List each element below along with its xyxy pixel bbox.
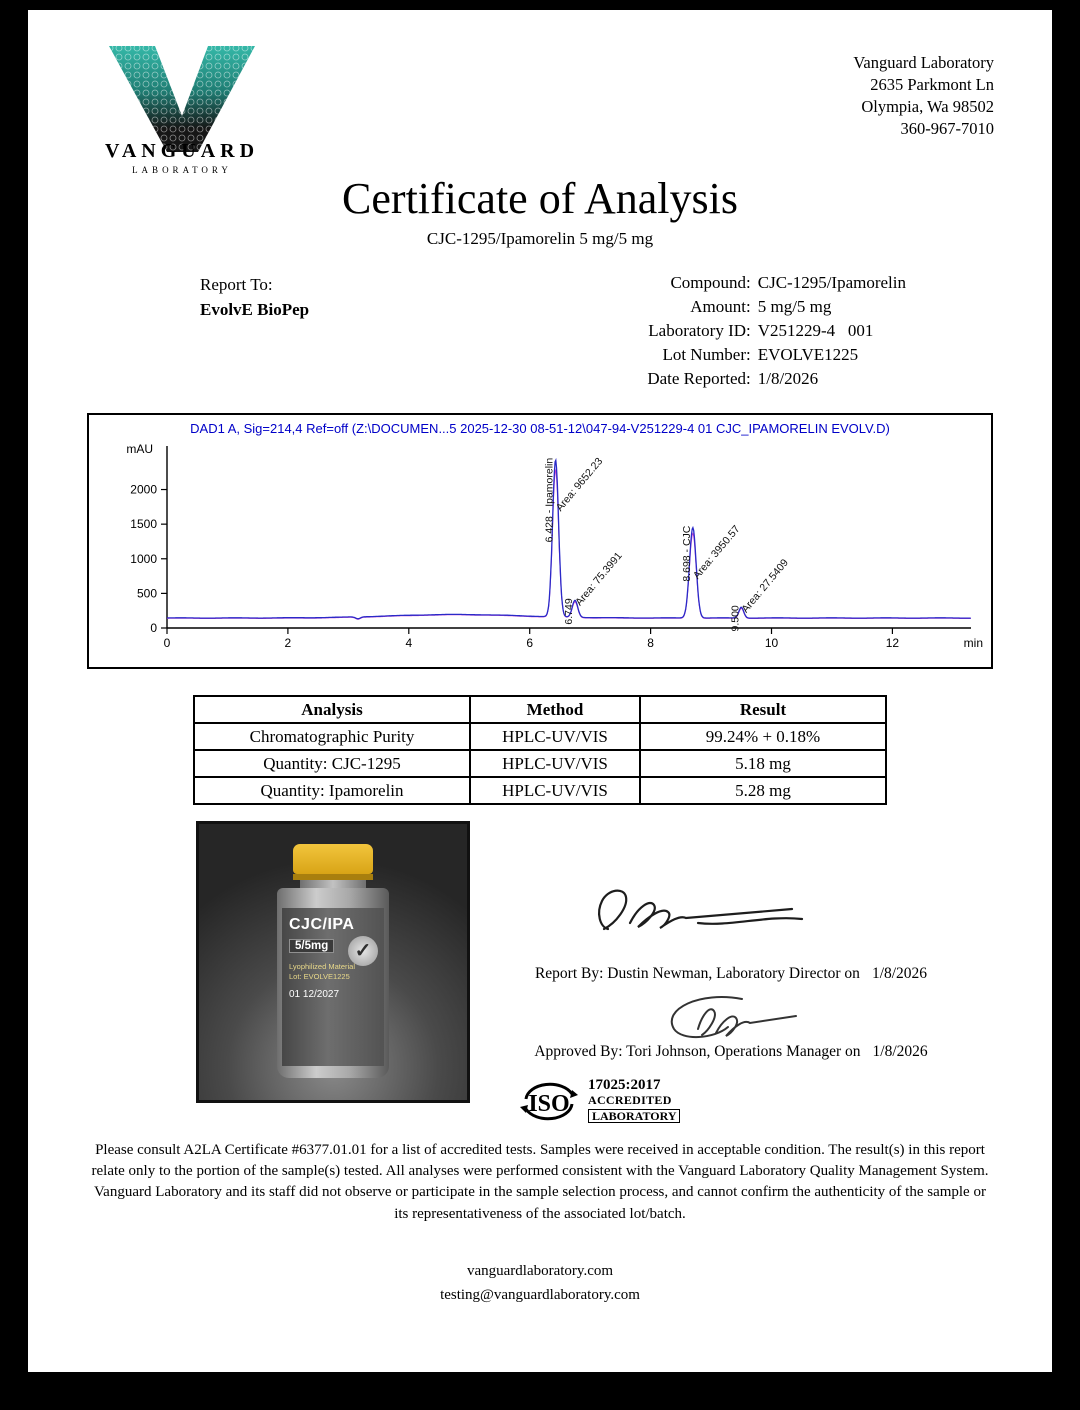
svg-text:500: 500	[136, 586, 157, 601]
certificate-page	[28, 10, 1052, 1372]
address-line: 2635 Parkmont Ln	[870, 74, 994, 94]
vial	[275, 844, 391, 1078]
svg-text:0: 0	[150, 621, 157, 636]
svg-text:12: 12	[885, 636, 900, 651]
vial-neck	[300, 880, 366, 888]
iso-accredited-label: ACCREDITED	[588, 1092, 672, 1107]
header	[28, 10, 1052, 175]
logo-wordmark: VANGUARD	[104, 140, 260, 162]
report-to-label: Report To:	[200, 275, 273, 295]
table-row	[194, 777, 886, 804]
svg-text:9.500: 9.500	[729, 605, 742, 632]
director-signature	[580, 879, 810, 941]
manager-signature	[646, 989, 816, 1043]
vial-lot-line: Lot: EVOLVE1225	[289, 972, 350, 982]
vial-label	[282, 908, 384, 1066]
checkmark-icon: ✓	[348, 936, 378, 966]
report-info-section	[28, 273, 1052, 389]
address-line: Vanguard Laboratory	[853, 53, 994, 72]
approved-by-line	[470, 1043, 992, 1061]
vial-dose: 5/5mg	[289, 939, 334, 953]
svg-text:2000: 2000	[130, 482, 157, 497]
col-header-analysis: Analysis	[194, 696, 470, 723]
results-table	[193, 695, 887, 805]
col-header-method: Method	[470, 696, 640, 723]
report-to-block	[200, 273, 309, 389]
svg-text:8: 8	[647, 636, 654, 651]
info-label: Amount:	[690, 297, 751, 317]
table-row	[194, 723, 886, 750]
iso-text: ISO	[528, 1090, 570, 1117]
chromatogram-panel	[87, 413, 993, 669]
chromatogram-plot	[89, 436, 985, 656]
iso-accreditation-badge	[518, 1077, 992, 1123]
signature-column	[470, 821, 1052, 1123]
report-by-text: Report By: Dustin Newman, Laboratory Director on	[534, 965, 860, 983]
vial-body	[277, 888, 389, 1078]
svg-text:10: 10	[764, 636, 779, 651]
svg-text:8.698 - CJC: 8.698 - CJC	[680, 526, 693, 583]
svg-text:6.749: 6.749	[562, 598, 575, 625]
approved-by-date: 1/8/2026	[872, 1043, 928, 1061]
iso-logo-icon	[518, 1078, 580, 1124]
footer	[28, 1259, 1052, 1307]
svg-text:1000: 1000	[130, 552, 157, 567]
svg-text:0: 0	[163, 636, 171, 651]
logo-wordmark-sub: LABORATORY	[132, 165, 232, 175]
svg-text:Area: 27.5409: Area: 27.5409	[739, 557, 791, 616]
disclaimer-text: Please consult A2LA Certificate #6377.01.01 for a list of accredited tests. Samples were received in acceptable condition. The result(s) in this report relate only to the portion of the sample(s) tested. All analyses were performed consistent with the Vanguard Laboratory Quality Management System. Vanguard Laboratory and its staff did not observe or participate in the sample selection process, and cannot confirm the authenticity of the sample or its representativeness of the associated lot/batch.	[91, 1141, 989, 1222]
info-value: V251229-4 001	[757, 321, 874, 341]
lab-address	[853, 44, 994, 175]
approved-by-text: Approved By: Tori Johnson, Operations Manager on	[534, 1043, 861, 1061]
svg-text:6.428 - Ipamorelin: 6.428 - Ipamorelin	[543, 458, 556, 543]
svg-text:Area: 9652.23: Area: 9652.23	[553, 455, 606, 515]
svg-text:Area: 75.3991: Area: 75.3991	[573, 550, 625, 609]
result-cell: 99.24% + 0.18%	[640, 723, 886, 750]
svg-text:mAU: mAU	[126, 442, 153, 457]
vial-photo	[196, 821, 470, 1103]
svg-text:Area: 3950.57: Area: 3950.57	[690, 523, 743, 582]
result-cell: 5.28 mg	[640, 777, 886, 804]
chromatogram-title: DAD1 A, Sig=214,4 Ref=off (Z:\DOCUMEN...5 2025-12-30 08-51-12\047-94-V251229-4 01 CJC_IPAMORELIN EVOLV.D)	[190, 421, 890, 437]
info-label: Laboratory ID:	[648, 321, 751, 341]
info-value: 5 mg/5 mg	[757, 297, 832, 317]
iso-label-block	[588, 1077, 680, 1123]
vial-product-name: CJC/IPA	[289, 916, 355, 934]
analysis-cell: Chromatographic Purity	[194, 723, 470, 750]
report-by-date: 1/8/2026	[871, 965, 928, 983]
info-value: EVOLVE1225	[757, 345, 859, 365]
report-to-value: EvolvE BioPep	[200, 300, 310, 320]
method-cell: HPLC-UV/VIS	[470, 777, 640, 804]
iso-standard: 17025:2017	[588, 1077, 661, 1094]
vial-expiry-line: 01 12/2027	[289, 988, 340, 1000]
info-label: Date Reported:	[647, 369, 751, 389]
analysis-cell: Quantity: CJC-1295	[194, 750, 470, 777]
col-header-result: Result	[640, 696, 886, 723]
footer-website: vanguardlaboratory.com	[466, 1262, 614, 1279]
result-cell: 5.18 mg	[640, 750, 886, 777]
info-label: Lot Number:	[662, 345, 751, 365]
svg-text:6: 6	[526, 636, 534, 651]
info-value: CJC-1295/Ipamorelin	[757, 273, 906, 293]
method-cell: HPLC-UV/VIS	[470, 723, 640, 750]
table-header-row	[194, 696, 886, 723]
vial-material-line: Lyophilized Material	[289, 962, 356, 972]
svg-text:2: 2	[284, 636, 292, 651]
footer-email: testing@vanguardlaboratory.com	[440, 1286, 640, 1303]
sample-info-grid	[647, 273, 906, 389]
info-label: Compound:	[670, 273, 751, 293]
bottom-section	[28, 821, 1052, 1123]
vanguard-logo	[92, 44, 272, 175]
iso-laboratory-label: LABORATORY	[588, 1109, 680, 1124]
page-subtitle: CJC-1295/Ipamorelin 5 mg/5 mg	[426, 229, 654, 249]
svg-text:min: min	[963, 636, 983, 651]
svg-text:1500: 1500	[130, 517, 157, 532]
address-line: 360-967-7010	[900, 118, 994, 138]
vial-cap	[293, 844, 373, 874]
analysis-cell: Quantity: Ipamorelin	[194, 777, 470, 804]
report-by-line	[470, 965, 992, 983]
method-cell: HPLC-UV/VIS	[470, 750, 640, 777]
info-value: 1/8/2026	[757, 369, 819, 389]
address-line: Olympia, Wa 98502	[861, 96, 994, 116]
svg-text:4: 4	[405, 636, 413, 651]
table-row	[194, 750, 886, 777]
page-title: Certificate of Analysis	[342, 174, 738, 223]
